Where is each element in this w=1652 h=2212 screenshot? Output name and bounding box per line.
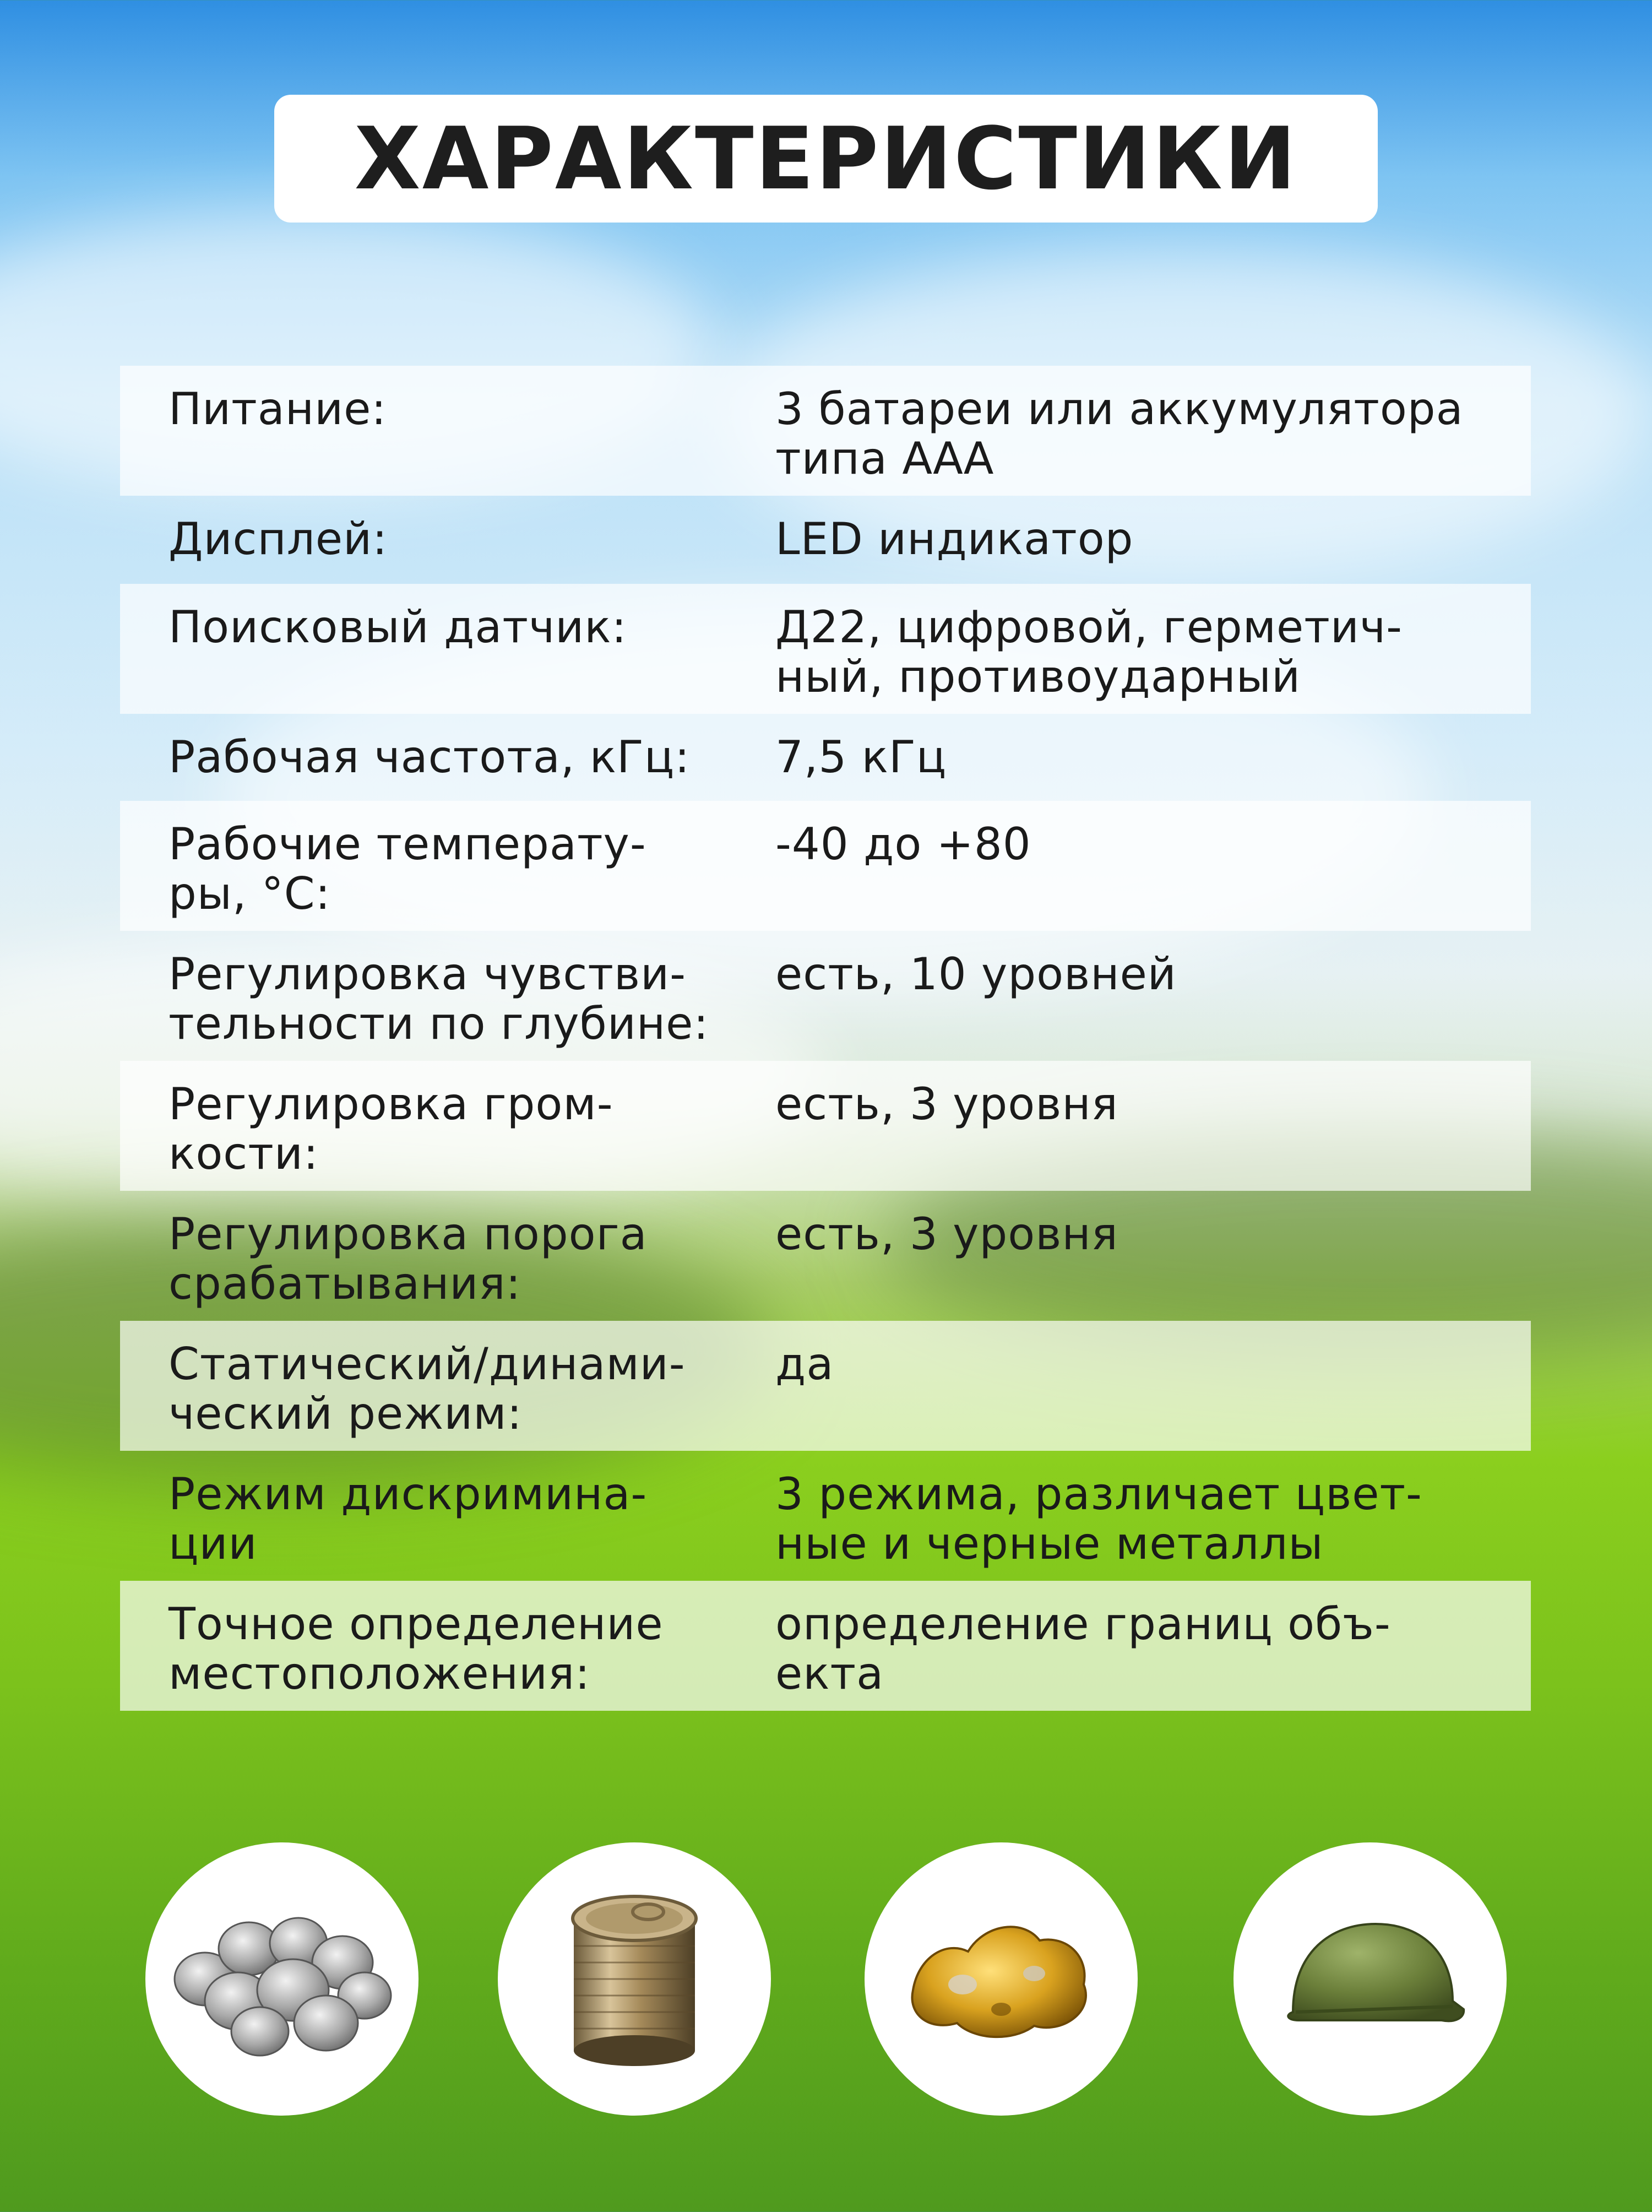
spec-label: Регулировка чувстви- тельности по глубине: <box>169 948 709 1049</box>
coins-thumbnail <box>145 1842 419 2116</box>
spec-label: Рабочие температу- ры, °С: <box>169 818 646 919</box>
spec-label: Режим дискримина- ции <box>169 1468 648 1569</box>
spec-value: LED индикатор <box>775 513 1134 565</box>
spec-row <box>120 1191 1531 1321</box>
spec-row <box>120 584 1531 714</box>
spec-value: определение границ объ- екта <box>775 1598 1391 1699</box>
spec-row <box>120 714 1531 801</box>
spec-label: Питание: <box>169 383 387 435</box>
spec-label: Точное определение местоположения: <box>169 1598 664 1699</box>
spec-value: есть, 3 уровня <box>775 1208 1118 1260</box>
spec-value: Д22, цифровой, герметич- ный, противоударный <box>775 601 1403 702</box>
army-helmet-icon <box>1265 1907 1475 2051</box>
spec-value: 3 батареи или аккумулятора типа ААА <box>775 383 1464 484</box>
can-thumbnail <box>498 1842 771 2116</box>
tin-can-icon <box>552 1880 717 2078</box>
spec-label: Регулировка гром- кости: <box>169 1078 613 1179</box>
spec-label: Дисплей: <box>169 513 388 565</box>
coins-icon <box>166 1896 398 2062</box>
spec-value: 7,5 кГц <box>775 731 947 783</box>
spec-value: -40 до +80 <box>775 818 1031 870</box>
spec-value: есть, 10 уровней <box>775 948 1177 1000</box>
spec-label: Рабочая частота, кГц: <box>169 731 691 783</box>
spec-row <box>120 1451 1531 1581</box>
helmet-thumbnail <box>1233 1842 1507 2116</box>
spec-label: Статический/динами- ческий режим: <box>169 1338 686 1439</box>
spec-label: Регулировка порога срабатывания: <box>169 1208 648 1309</box>
spec-row <box>120 931 1531 1061</box>
spec-row <box>120 801 1531 931</box>
specs-table <box>120 366 1531 1711</box>
spec-value: 3 режима, различает цвет- ные и черные металлы <box>775 1468 1422 1569</box>
spec-row <box>120 1321 1531 1451</box>
spec-row <box>120 496 1531 584</box>
gold-nugget-icon <box>896 1907 1106 2051</box>
spec-value: есть, 3 уровня <box>775 1078 1118 1130</box>
page-title: ХАРАКТЕРИСТИКИ <box>354 109 1298 209</box>
spec-value: да <box>775 1338 834 1390</box>
nugget-thumbnail <box>865 1842 1138 2116</box>
title-banner <box>274 95 1378 223</box>
spec-row <box>120 1061 1531 1191</box>
spec-row <box>120 366 1531 496</box>
spec-label: Поисковый датчик: <box>169 601 627 653</box>
spec-row <box>120 1581 1531 1711</box>
